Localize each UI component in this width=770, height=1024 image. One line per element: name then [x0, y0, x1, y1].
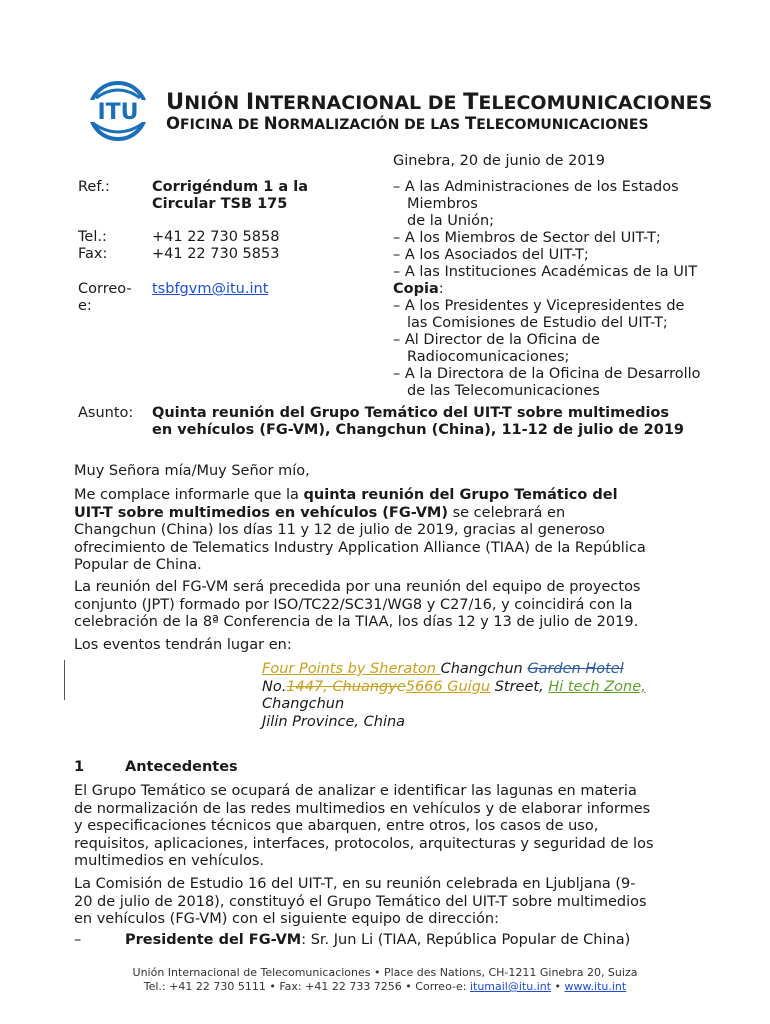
fax-value: +41 22 730 5853	[152, 246, 280, 262]
section-title: Antecedentes	[125, 759, 238, 775]
section-paragraph-1: El Grupo Temático se ocupará de analizar e identificar las lagunas en materia de normalización de las redes multimedios en vehículos y de elaborar informes y especificaciones técnicos que abarquen, entre otros, los casos de uso, requisitos, aplicaciones, interfaces, protocolos, arquitecturas y seguridad de los multimedios en vehículos.	[74, 783, 654, 869]
tracked-insertion: Hi tech Zone,	[548, 678, 646, 695]
paragraph-2: La reunión del FG-VM será precedida por una reunión del equipo de proyectos conjunto (JPT) formado por ISO/TC22/SC31/WG8 y C27/16, y coincidirá con la celebración de la 8ª Conferencia de la TIAA, los días 12 y 13 de julio de 2019.	[74, 579, 641, 630]
copy-line: – A la Directora de la Oficina de Desarrollo	[393, 366, 701, 382]
tracked-deletion: 1447, Chuangye	[286, 678, 406, 695]
recipient-line: – A los Asociados del UIT-T;	[393, 247, 589, 263]
subject-text: Quinta reunión del Grupo Temático del UIT-T sobre multimedios en vehículos (FG-VM), Changchun (China), 11-12 de julio de 2019	[152, 405, 685, 438]
email-label: Correo- e:	[78, 281, 132, 314]
ref-label: Ref.:	[78, 179, 110, 195]
section-number: 1	[74, 759, 85, 775]
recipient-line: de la Unión;	[407, 213, 495, 229]
copy-line: las Comisiones de Estudio del UIT-T;	[407, 315, 668, 331]
paragraph-3: Los eventos tendrán lugar en:	[74, 637, 292, 653]
page-footer: Unión Internacional de Telecomunicaciones • Place des Nations, CH-1211 Ginebra 20, Suiza Tel.: +41 22 730 5111 • Fax: +41 22 733 7256 • Correo-e: itumail@itu.int • www.itu.int	[132, 966, 638, 993]
recipient-line: – A las Administraciones de los Estados	[393, 179, 679, 195]
change-bar	[64, 660, 65, 700]
copy-line: – Al Director de la Oficina de	[393, 332, 600, 348]
organization-subtitle: OFICINA DE NORMALIZACIÓN DE LAS TELECOMUNICACIONES	[166, 114, 649, 133]
tracked-insertion: 5666 Guigu	[405, 678, 491, 695]
logo-text: ITU	[97, 100, 139, 125]
footer-email-link[interactable]: itumail@itu.int	[469, 980, 552, 993]
footer-web-link[interactable]: www.itu.int	[564, 980, 627, 993]
copy-line: Radiocomunicaciones;	[407, 349, 570, 365]
copy-line: de las Telecomunicaciones	[407, 383, 600, 399]
itu-logo	[82, 78, 154, 144]
tel-value: +41 22 730 5858	[152, 229, 280, 245]
subject-label: Asunto:	[78, 405, 134, 421]
tracked-deletion: Garden Hotel	[527, 661, 624, 677]
letter-date: Ginebra, 20 de junio de 2019	[393, 153, 605, 169]
bullet-item: Presidente del FG-VM: Sr. Jun Li (TIAA, República Popular de China)	[125, 932, 631, 948]
tel-label: Tel.:	[78, 229, 107, 245]
organization-title: UNIÓN INTERNACIONAL DE TELECOMUNICACIONES	[166, 89, 713, 115]
greeting: Muy Señora mía/Muy Señor mío,	[74, 463, 310, 479]
paragraph-1: Me complace informarle que la quinta reunión del Grupo Temático del UIT-T sobre multimedios en vehículos (FG-VM) se celebrará en Changchun (China) los días 11 y 12 de julio de 2019, gracias al generoso ofrecimiento de Telematics Industry Application Alliance (TIAA) de la República Popular de China.	[74, 487, 646, 573]
recipients-block	[393, 179, 733, 400]
recipient-line: – A las Instituciones Académicas de la UIT	[393, 264, 698, 280]
email-link[interactable]: tsbfgvm@itu.int	[152, 281, 269, 297]
copy-label: Copia:	[393, 281, 444, 297]
bullet-dash: –	[74, 932, 82, 948]
recipient-line: Miembros	[407, 196, 478, 212]
copy-line: – A los Presidentes y Vicepresidentes de	[393, 298, 685, 314]
fax-label: Fax:	[78, 246, 108, 262]
venue-address: Four Points by Sheraton Changchun Garden Hotel No.1447, Chuangye5666 Guigu Street, Hi tech Zone, Changchun Jilin Province, China	[262, 661, 646, 730]
section-paragraph-2: La Comisión de Estudio 16 del UIT-T, en su reunión celebrada en Ljubljana (9- 20 de julio de 2018), constituyó el Grupo Temático del UIT-T sobre multimedios en vehículos (FG-VM) con el siguiente equipo de dirección:	[74, 876, 647, 927]
ref-value: Corrigéndum 1 a la Circular TSB 175	[152, 179, 308, 212]
tracked-insertion: Four Points by Sheraton	[262, 661, 441, 677]
recipient-line: – A los Miembros de Sector del UIT-T;	[393, 230, 661, 246]
